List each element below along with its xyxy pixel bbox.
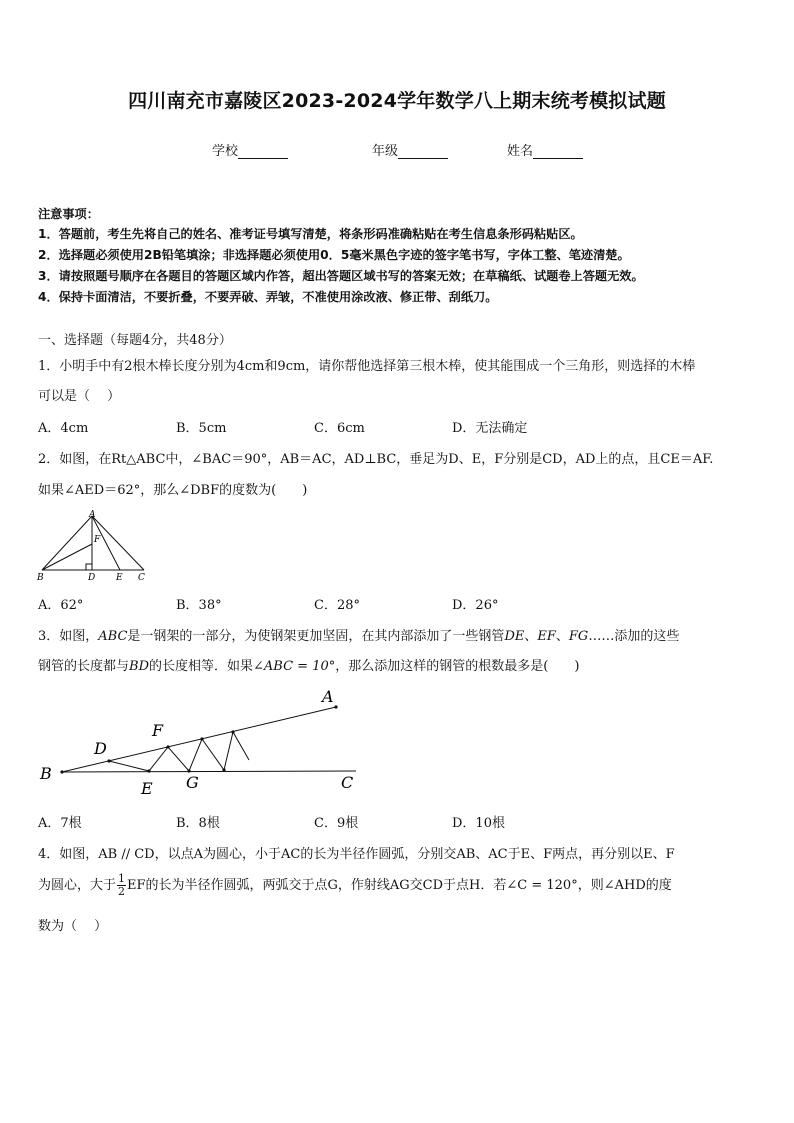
q3-text-4: 钢管的长度都与 — [38, 659, 130, 674]
section-heading: 一、选择题（每题4分，共48分） — [38, 333, 232, 348]
q1-line1: 1．小明手中有2根木棒长度分别为4cm和9cm，请你帮他选择第三根木棒，使其能围成一个三角形，则选择的木棒 — [38, 359, 696, 374]
q3-sep-1: 、 — [524, 629, 538, 644]
q2-label-c: C — [138, 573, 145, 583]
q3-math-de: DE — [504, 629, 525, 644]
notice-item-3: 3．请按照题号顺序在各题目的答题区域内作答，超出答题区域书写的答案无效；在草稿纸、试题卷上答题无效。 — [38, 269, 644, 283]
q3-label-g: G — [186, 773, 199, 792]
q2-option-c: C．28° — [314, 598, 360, 613]
q1-option-c: C．6cm — [314, 421, 365, 436]
q2-label-d: D — [88, 573, 96, 583]
q3-label-f: F — [152, 721, 164, 740]
q3-text-1: 3．如图， — [38, 629, 99, 644]
q2-option-d: D．26° — [452, 598, 499, 613]
q3-math-abc: ABC — [98, 629, 128, 644]
school-label: 学校 — [212, 144, 239, 159]
q3-label-b: B — [40, 764, 52, 783]
name-field — [507, 140, 583, 159]
q2-label-a: A — [89, 510, 96, 520]
q3-option-d: D．10根 — [452, 816, 505, 831]
q2-figure — [34, 508, 154, 584]
q4-text-2: EF的长为半径作圆弧，两弧交于点G，作射线AG交CD于点H．若∠C = 120°，则∠AHD的度 — [127, 878, 672, 893]
q2-label-b: B — [37, 573, 44, 583]
q3-math-angle: ∠ABC = 10° — [253, 659, 336, 674]
q4-line2 — [38, 872, 672, 900]
q2-line1: 2．如图，在Rt△ABC中，∠BAC＝90°，AB＝AC，AD⊥BC，垂足为D、E，F分别是CD，AD上的点，且CE＝AF. — [38, 452, 714, 467]
q4-line1: 4．如图，AB // CD，以点A为圆心，小于AC的长为半径作圆弧，分别交AB、AC于E、F两点，再分别以E、F — [38, 847, 675, 862]
notice-heading: 注意事项： — [38, 207, 99, 221]
q1-option-b: B．5cm — [176, 421, 227, 436]
q4-line3: 数为（ ） — [38, 919, 108, 934]
q3-line2 — [38, 655, 579, 674]
q3-figure — [34, 684, 374, 796]
notice-item-4: 4．保持卡面清洁，不要折叠，不要弄破、弄皱，不准使用涂改液、修正带、刮纸刀。 — [38, 290, 498, 304]
q3-math-bd: BD — [129, 659, 149, 674]
q1-line2: 可以是（ ） — [38, 389, 121, 404]
q3-option-c: C．9根 — [314, 816, 359, 831]
name-label: 姓名 — [507, 144, 534, 159]
notice-item-2: 2．选择题必须使用2B铅笔填涂；非选择题必须使用0．5毫米黑色字迹的签字笔书写，字体工整、笔迹清楚。 — [38, 248, 630, 262]
notice-item-1: 1．答题前，考生先将自己的姓名、准考证号填写清楚，将条形码准确粘贴在考生信息条形码粘贴区。 — [38, 227, 583, 241]
q3-label-a: A — [322, 687, 334, 706]
q1-option-a: A．4cm — [38, 421, 89, 436]
grade-blank — [398, 144, 448, 159]
q3-option-b: B．8根 — [176, 816, 220, 831]
q3-text-3: ……添加的这些 — [588, 629, 680, 644]
name-blank — [533, 144, 583, 159]
q2-line2: 如果∠AED＝62°，那么∠DBF的度数为( ) — [38, 483, 308, 498]
q3-math-fg: FG — [568, 629, 589, 644]
grade-label: 年级 — [372, 144, 399, 159]
q4-fraction-numerator: 1 — [118, 872, 126, 885]
q3-sep-2: 、 — [555, 629, 569, 644]
q4-text-1: 为圆心，大于 — [38, 878, 117, 893]
q2-label-e: E — [116, 573, 123, 583]
q4-fraction — [117, 873, 126, 898]
q3-line1 — [38, 625, 679, 644]
q3-label-e: E — [141, 779, 153, 796]
q2-label-f: F — [94, 535, 101, 545]
q3-math-ef: EF — [537, 629, 556, 644]
school-field — [212, 140, 288, 159]
q3-text-2: 是一钢架的一部分，为使钢架更加坚固，在其内部添加了一些钢管 — [127, 629, 505, 644]
grade-field — [372, 140, 448, 159]
school-blank — [238, 144, 288, 159]
q4-fraction-denominator: 2 — [118, 885, 126, 898]
q3-label-c: C — [341, 773, 354, 792]
q3-text-6: ，那么添加这样的钢管的根数最多是( ) — [335, 659, 580, 674]
q1-option-d: D．无法确定 — [452, 421, 528, 436]
q2-option-b: B．38° — [176, 598, 222, 613]
q2-option-a: A．62° — [38, 598, 84, 613]
page-title: 四川南充市嘉陵区2023-2024学年数学八上期末统考模拟试题 — [128, 90, 666, 112]
q3-option-a: A．7根 — [38, 816, 82, 831]
q3-label-d: D — [94, 739, 107, 758]
q3-text-5: 的长度相等．如果 — [149, 659, 254, 674]
